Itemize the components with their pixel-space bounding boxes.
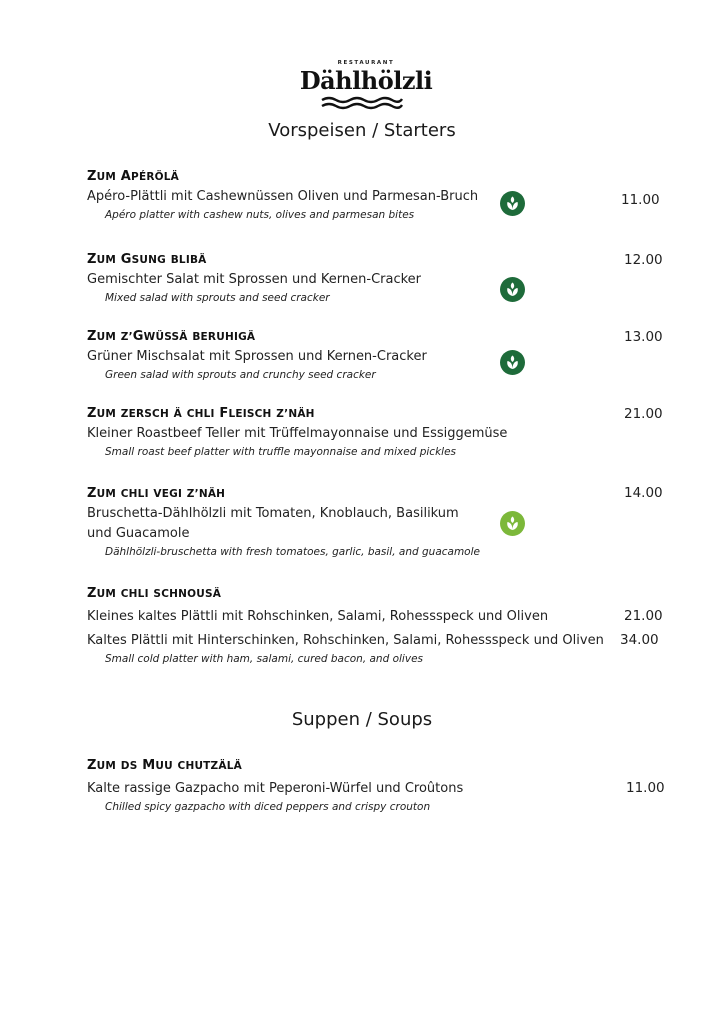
menu-item <box>87 484 667 560</box>
menu-item <box>87 756 667 815</box>
item-price: 11.00 <box>626 780 665 796</box>
section-title-starters: Vorspeisen / Starters <box>268 120 456 141</box>
item-title: ZUM CHLI VEGI Z’NÄH <box>87 486 226 501</box>
item-title: ZUM GSUNG BLIBÄ <box>87 252 207 267</box>
item-price: 11.00 <box>621 192 660 208</box>
vegetarian-leaf-icon <box>500 191 525 216</box>
item-title: ZUM Z’GWÜSSÄ BERUHIGÄ <box>87 329 256 344</box>
vegan-leaf-icon <box>500 511 525 536</box>
item-description-de: Apéro-Plättli mit Cashewnüssen Oliven und Parmesan-Bruch <box>87 189 479 204</box>
menu-item <box>87 584 667 667</box>
item-description-en: Apéro platter with cashew nuts, olives and parmesan bites <box>105 209 415 221</box>
item-description-de-cont: und Guacamole <box>87 526 190 541</box>
item-description-en: Small roast beef platter with truffle mayonnaise and mixed pickles <box>105 446 457 458</box>
item-title: ZUM DS MUU CHUTZÄLÄ <box>87 758 242 773</box>
menu-item <box>87 167 667 223</box>
item-description-de: Kleines kaltes Plättli mit Rohschinken, Salami, Rohessspeck und Oliven <box>87 609 549 624</box>
item-description-de: Bruschetta-Dählhölzli mit Tomaten, Knoblauch, Basilikum <box>87 506 459 521</box>
restaurant-name: Dählhölzli <box>299 66 433 95</box>
item-price: 14.00 <box>624 485 663 501</box>
vegetarian-leaf-icon <box>500 350 525 375</box>
item-description-en: Small cold platter with ham, salami, cured bacon, and olives <box>105 653 423 665</box>
section-title-soups: Suppen / Soups <box>291 709 433 730</box>
item-price: 21.00 <box>624 608 663 624</box>
item-description-en: Dählhölzli-bruschetta with fresh tomatoes, garlic, basil, and guacamole <box>105 546 480 558</box>
item-description-de: Kleiner Roastbeef Teller mit Trüffelmayonnaise und Essiggemüse <box>87 426 508 441</box>
item-description-en: Green salad with sprouts and crunchy seed cracker <box>105 369 376 381</box>
restaurant-label: RESTAURANT <box>337 60 395 66</box>
menu-item <box>87 250 667 306</box>
item-description-de: Kalte rassige Gazpacho mit Peperoni-Würfel und Croûtons <box>87 781 464 796</box>
waves-icon <box>320 95 404 111</box>
item-description-de: Gemischter Salat mit Sprossen und Kernen-Cracker <box>87 272 422 287</box>
item-price: 21.00 <box>624 406 663 422</box>
item-price: 12.00 <box>624 252 663 268</box>
item-title: ZUM CHLI SCHNOUSÄ <box>87 586 222 601</box>
vegetarian-leaf-icon <box>500 277 525 302</box>
item-price: 34.00 <box>620 632 659 648</box>
menu-item <box>87 327 667 383</box>
item-title: ZUM APÉRÖLÄ <box>87 169 179 184</box>
item-description-en: Chilled spicy gazpacho with diced peppers and crispy crouton <box>105 801 431 813</box>
item-price: 13.00 <box>624 329 663 345</box>
item-description-de: Grüner Mischsalat mit Sprossen und Kernen-Cracker <box>87 349 427 364</box>
restaurant-header <box>0 60 724 111</box>
item-description-en: Mixed salad with sprouts and seed cracker <box>105 292 330 304</box>
item-description-de-2: Kaltes Plättli mit Hinterschinken, Rohschinken, Salami, Rohessspeck und Oliven <box>87 633 604 648</box>
menu-item <box>87 404 667 460</box>
item-title: ZUM ZERSCH Ä CHLI FLEISCH Z’NÄH <box>87 406 315 421</box>
